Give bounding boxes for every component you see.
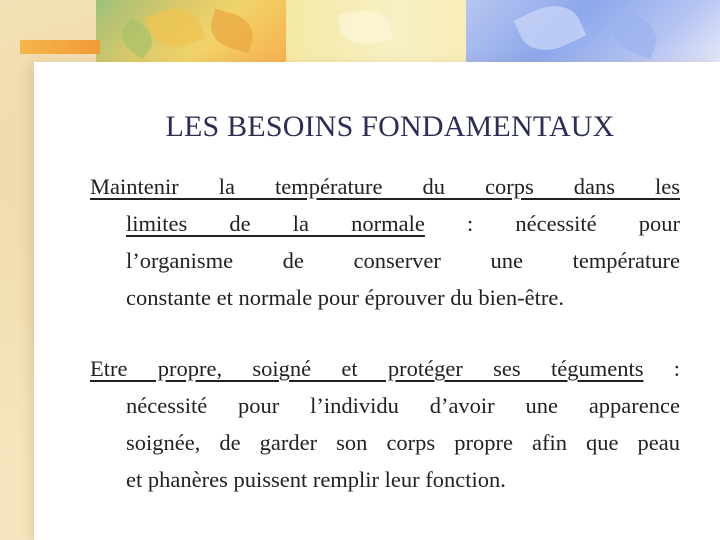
need-heading-part: limites de la normale xyxy=(126,211,425,236)
need-text-part: et phanères puissent remplir leur fonction. xyxy=(126,467,506,492)
decorative-banner xyxy=(0,0,720,62)
need-line xyxy=(90,168,680,205)
need-text-part: nécessité pour l’individu d’avoir une apparence xyxy=(126,393,680,418)
need-text-part: soignée, de garder son corps propre afin que peau xyxy=(126,430,680,455)
banner-orange-strip xyxy=(20,40,100,54)
need-text-part: l’organisme de conserver une température xyxy=(126,248,680,273)
need-line xyxy=(126,279,680,316)
need-line xyxy=(90,350,680,387)
need-line xyxy=(126,387,680,424)
need-line xyxy=(126,424,680,461)
slide-title: LES BESOINS FONDAMENTAUX xyxy=(165,110,615,143)
need-hygiene xyxy=(90,350,680,498)
need-temperature xyxy=(90,168,680,316)
need-text-part: : nécessité pour xyxy=(424,211,680,236)
banner-leaves-blue xyxy=(466,0,720,62)
need-text-part: constante et normale pour éprouver du bien-être. xyxy=(126,285,564,310)
need-line xyxy=(126,242,680,279)
need-heading-part: Etre propre, soigné et protéger ses téguments xyxy=(90,356,644,381)
need-heading-part: Maintenir la température du corps dans les xyxy=(90,174,680,199)
need-line xyxy=(126,461,680,498)
need-line xyxy=(126,205,680,242)
need-text-part: : xyxy=(643,356,680,381)
